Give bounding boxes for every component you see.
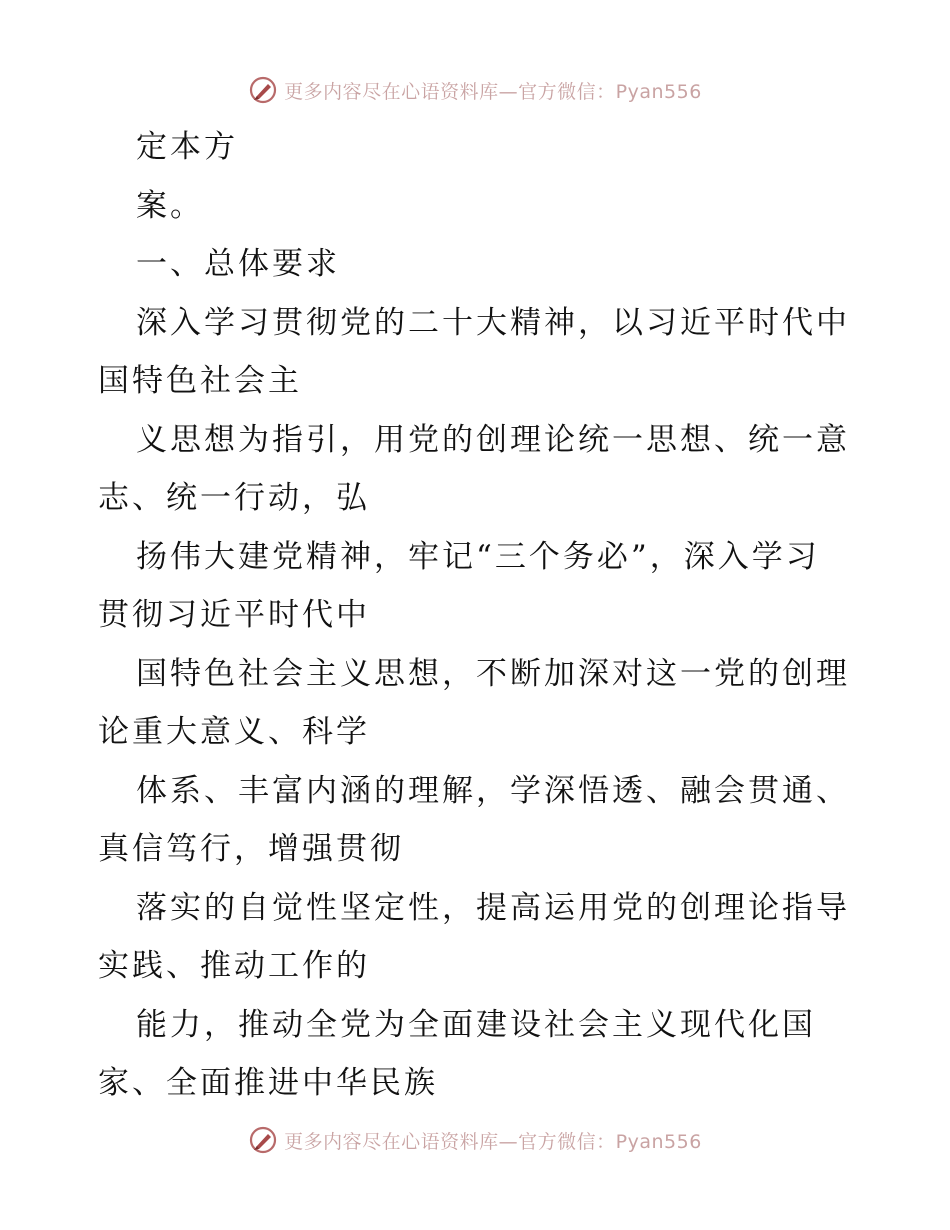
text-line: 国特色社会主义思想，不断加深对这一党的创理: [136, 655, 850, 692]
text-line: 义思想为指引，用党的创理论统一思想、统一意: [136, 421, 850, 458]
header-banner: [0, 70, 950, 110]
footer-banner: [0, 1120, 950, 1160]
pen-nib-logo-icon: [248, 1125, 278, 1155]
text-line: 志、统一行动，弘: [98, 480, 370, 516]
text-line: 真信笃行，增强贯彻: [98, 831, 404, 867]
pen-nib-logo-icon: [248, 75, 278, 105]
text-line: 能力，推动全党为全面建设社会主义现代化国: [136, 1006, 816, 1043]
text-line: 国特色社会主: [98, 363, 302, 399]
text-line: 体系、丰富内涵的理解，学深悟透、融会贯通、: [136, 772, 850, 809]
text-line: 论重大意义、科学: [98, 714, 370, 750]
footer-banner-text: 更多内容尽在心语资料库—官方微信：Pyan556: [284, 1130, 702, 1153]
header-banner-text: 更多内容尽在心语资料库—官方微信：Pyan556: [284, 80, 702, 103]
document-body: [98, 118, 858, 1113]
section-heading: 一、总体要求: [136, 246, 340, 282]
text-line: 深入学习贯彻党的二十大精神，以习近平时代中: [136, 304, 850, 341]
text-line: 扬伟大建党精神，牢记“三个务必”，深入学习: [136, 538, 820, 575]
text-line: 定本方: [136, 129, 238, 165]
text-line: 实践、推动工作的: [98, 948, 370, 984]
text-line: 家、全面推进中华民族: [98, 1065, 438, 1101]
text-line: 落实的自觉性坚定性，提高运用党的创理论指导: [136, 889, 850, 926]
text-line: 贯彻习近平时代中: [98, 597, 370, 633]
text-line: 案。: [136, 187, 204, 224]
